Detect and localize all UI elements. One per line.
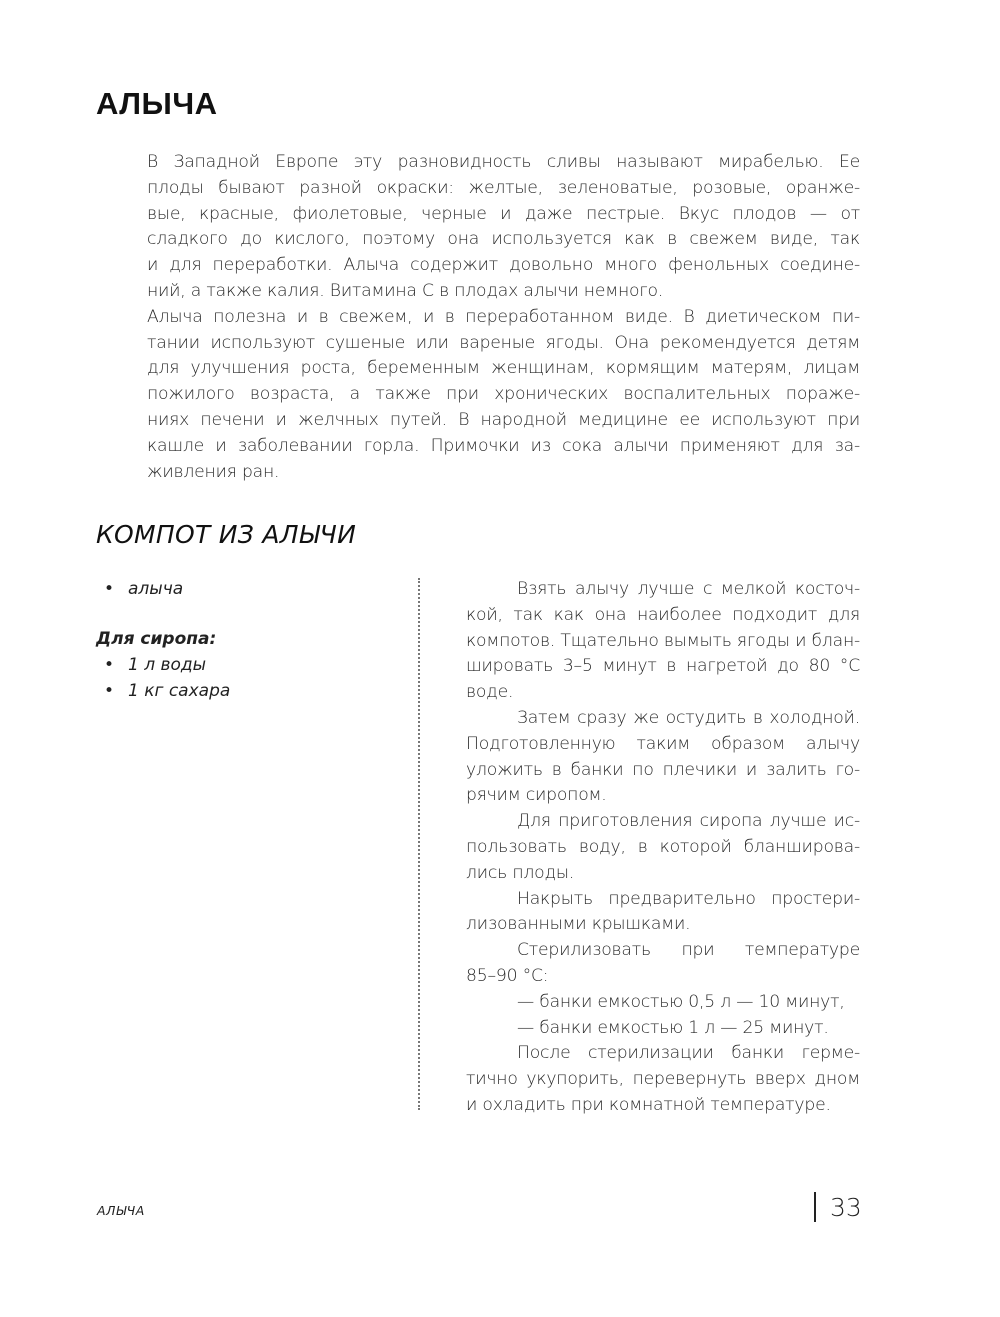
text-line: Накрыть предварительно простери- — [517, 888, 860, 909]
text-line: плоды бывают разной окраски: желтые, зеленоватые, розовые, оранже- — [147, 177, 860, 198]
paragraph — [466, 706, 860, 809]
page-number-text: 33 — [830, 1193, 862, 1222]
text-line: ниях печени и желчных путей. В народной медицине ее используют при — [147, 409, 860, 430]
text-line: тании используют сушеные или вареные ягоды. Она рекомендуется детям — [147, 332, 860, 353]
text-line: — банки емкостью 1 л — 25 минут. — [517, 1017, 829, 1038]
column-divider — [418, 578, 420, 1110]
text-line: сладкого до кислого, поэтому она используется как в свежем виде, так — [147, 229, 860, 250]
text-line: ний, а также калия. Витамина С в плодах алычи немного. — [147, 280, 664, 301]
bullet-icon: • — [104, 579, 115, 599]
text-line: Стерилизовать при температуре — [517, 940, 860, 961]
text-line: кашле и заболевании горла. Примочки из сока алычи применяют для за- — [147, 435, 860, 456]
text-line: и охладить при комнатной температуре. — [466, 1094, 831, 1115]
text-line: тично укупорить, перевернуть вверх дном — [466, 1069, 860, 1090]
text-line: уложить в банки по плечики и залить го- — [466, 759, 860, 780]
text-line: В Западной Европе эту разновидность сливы называют мирабелью. Ее — [147, 152, 860, 172]
intro-text — [147, 150, 860, 485]
paragraph — [466, 887, 860, 939]
bullet-icon: • — [104, 655, 115, 675]
text-line: — банки емкостью 0,5 л — 10 минут, — [517, 991, 845, 1012]
page-number-rule — [814, 1192, 816, 1222]
page-number — [814, 1192, 862, 1222]
paragraph — [466, 809, 860, 886]
text-line: пожилого возраста, а также при хронических воспалительных пораже- — [147, 384, 860, 405]
text-line: лизованными крышками. — [466, 914, 691, 935]
paragraph — [147, 150, 860, 305]
ingredient-item — [96, 576, 396, 602]
text-line: воде. — [466, 682, 514, 703]
text-line: и для переработки. Алыча содержит довольно много фенольных соедине- — [147, 255, 860, 276]
text-line: После стерилизации банки герме- — [517, 1043, 860, 1064]
paragraph — [466, 990, 860, 1042]
text-line: Алыча полезна и в свежем, и в переработанном виде. В диетическом пи- — [147, 306, 860, 327]
paragraph — [466, 577, 860, 706]
ingredient-item — [96, 652, 396, 678]
ingredient-item — [96, 678, 396, 704]
ingredient-text: 1 кг сахара — [128, 681, 231, 701]
bullet-icon: • — [104, 681, 115, 701]
text-line: Для приготовления сиропа лучше ис- — [517, 811, 860, 832]
text-line: лись плоды. — [466, 862, 575, 883]
running-footer: АЛЫЧА — [97, 1203, 145, 1218]
ingredient-text: 1 л воды — [128, 655, 207, 675]
text-line: для улучшения роста, беременным женщинам, кормящим матерям, лицам — [147, 358, 860, 379]
text-line: 85–90 °С: — [466, 965, 549, 986]
ingredient-text: алыча — [128, 579, 184, 599]
text-line: компотов. Тщательно вымыть ягоды и блан- — [466, 630, 860, 651]
text-line: пользовать воду, в которой бланширова- — [466, 836, 860, 857]
text-line: шировать 3–5 минут в нагретой до 80 °С — [466, 656, 860, 677]
text-line: вые, красные, фиолетовые, черные и даже пестрые. Вкус плодов — от — [147, 203, 860, 224]
paragraph — [466, 938, 860, 990]
paragraph — [147, 305, 860, 486]
paragraph — [466, 1041, 860, 1118]
syrup-heading: Для сиропа: — [96, 629, 217, 649]
page-title: АЛЫЧА — [96, 86, 218, 121]
text-line: Подготовленную таким образом алычу — [466, 733, 860, 754]
recipe-title: КОМПОТ ИЗ АЛЫЧИ — [96, 520, 357, 549]
text-line: кой, так как она наиболее подходит для — [466, 604, 860, 625]
recipe-steps — [466, 577, 860, 1119]
text-line: Взять алычу лучше с мелкой косточ- — [517, 579, 860, 599]
text-line: Затем сразу же остудить в холодной. — [517, 707, 860, 728]
ingredients-list — [96, 576, 396, 704]
text-line: рячим сиропом. — [466, 785, 607, 806]
text-line: живления ран. — [147, 461, 280, 482]
